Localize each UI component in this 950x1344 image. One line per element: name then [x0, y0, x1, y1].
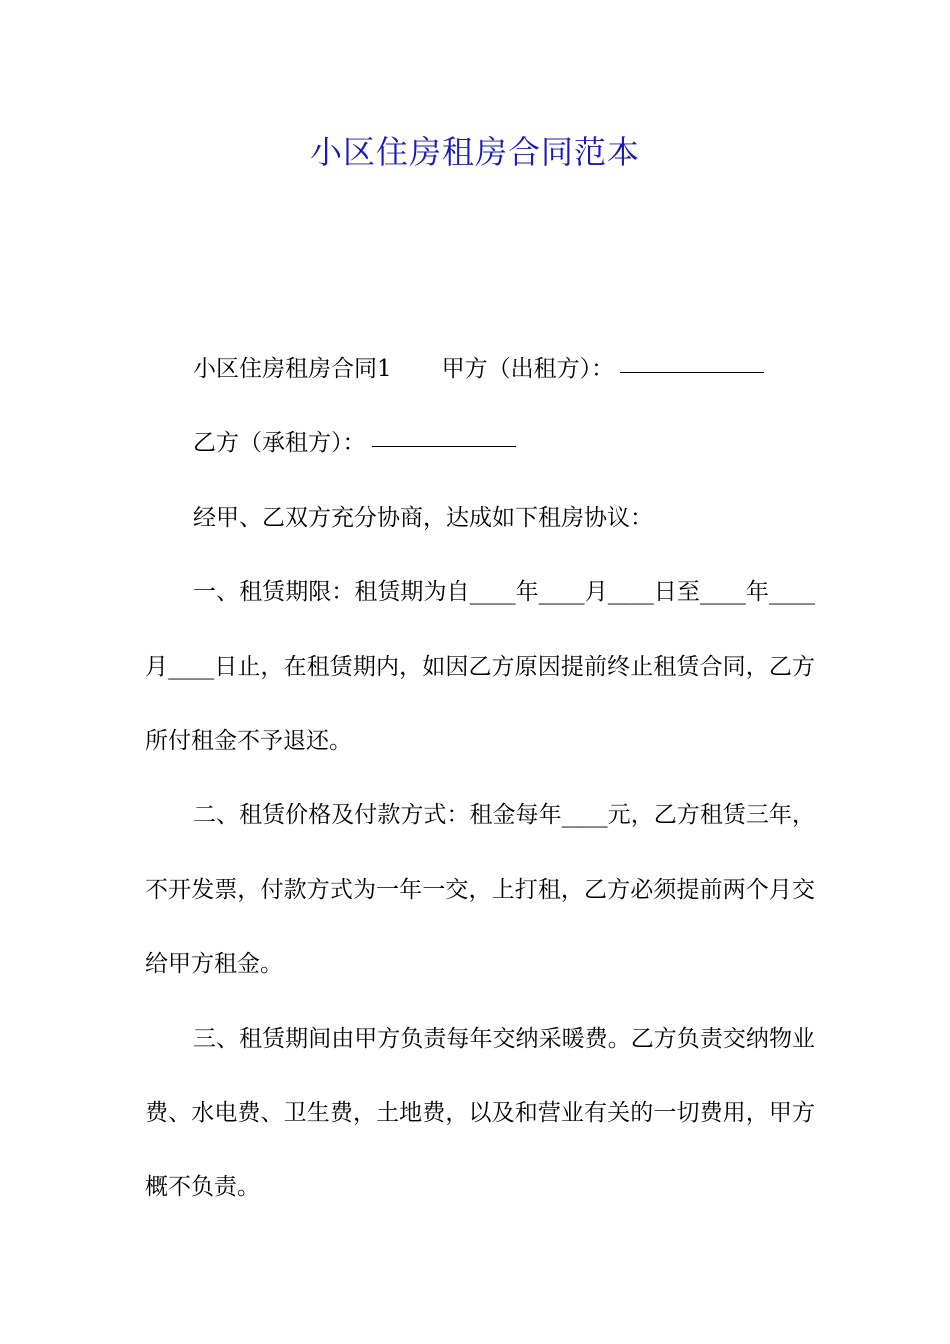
- party-a-line: [145, 332, 815, 406]
- document-title: 小区住房租房合同范本: [309, 133, 640, 171]
- party-b-label: 乙方（承租方）：: [193, 430, 366, 457]
- document-body: [145, 332, 815, 1225]
- clause-2-paragraph: 二、租赁价格及付款方式：租金每年____元，乙方租赁三年，不开发票，付款方式为一年一交，上打租，乙方必须提前两个月交给甲方租金。: [145, 802, 815, 978]
- clause-3-paragraph: 三、租赁期间由甲方负责每年交纳采暖费。乙方负责交纳物业费、水电费、卫生费，土地费，以及和营业有关的一切费用，甲方概不负责。: [145, 1025, 815, 1201]
- intro-paragraph: 经甲、乙双方充分协商，达成如下租房协议：: [193, 504, 653, 531]
- party-b-blank: [372, 445, 516, 447]
- party-b-line: [145, 406, 815, 480]
- contract-heading: 小区住房租房合同1: [193, 356, 392, 382]
- party-a-blank: [620, 371, 764, 373]
- party-a-label: 甲方（出租方）：: [441, 356, 615, 382]
- clause-1-paragraph: 一、租赁期限：租赁期为自____年____月____日至____年____月____日止，在租赁期内，如因乙方原因提前终止租赁合同，乙方所付租金不予退还。: [145, 579, 815, 755]
